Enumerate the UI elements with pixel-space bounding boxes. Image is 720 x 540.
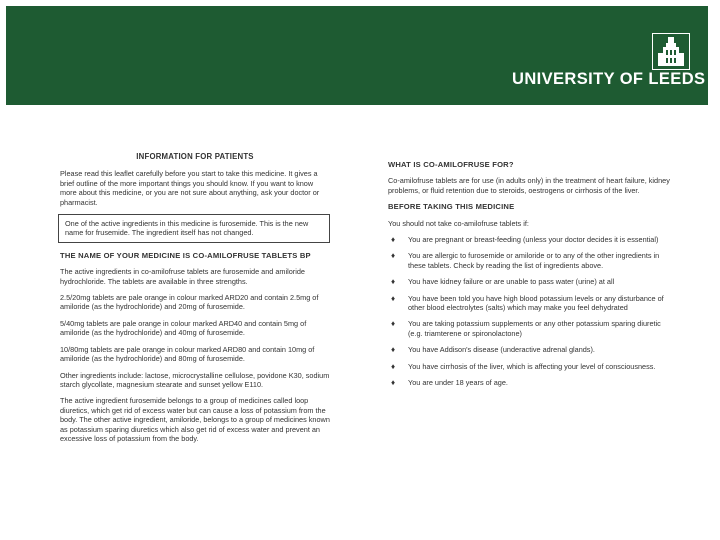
right-column [388,160,673,395]
list-item [388,319,673,338]
document-title: INFORMATION FOR PATIENTS [136,152,254,161]
body-paragraph: 2.5/20mg tablets are pale orange in colour marked ARD20 and contain 2.5mg of amiloride (as the hydrochloride) and 20mg of furosemide. [60,293,319,312]
diamond-bullet-icon: ♦ [391,235,396,245]
contraindication-list [388,235,673,387]
body-paragraph: The active ingredient furosemide belongs to a group of medicines called loop diuretics, which get rid of excess water but can cause a loss of potassium from the body. The other active ingredient, amiloride, belongs to a group of medicines known as potassium sparing diuretics which also get rid of excess water and prevent an excessive loss of potassium from the body. [60,396,330,443]
diamond-bullet-icon: ♦ [391,378,396,388]
list-item-text: You are allergic to furosemide or amiloride or to any of the other ingredients in these tablets. Check by reading the list of ingredients above. [408,251,660,270]
diamond-bullet-icon: ♦ [391,277,396,287]
list-item-text: You are taking potassium supplements or any other potassium sparing diuretic (e.g. triamterene or spironolactone) [408,319,661,338]
list-item [388,277,673,286]
body-paragraph: Other ingredients include: lactose, microcrystalline cellulose, povidone K30, sodium starch glycollate, magnesium stearate and sunset yellow E110. [60,370,330,389]
what-is-it-for-heading: WHAT IS CO-AMILOFRUSE FOR? [388,160,514,169]
header-banner [6,6,708,105]
list-item-text: You have been told you have high blood potassium levels or any disturbance of other blood electrolytes (salts) which may make you feel dehydrated [408,293,664,313]
diamond-bullet-icon: ♦ [391,293,396,303]
before-taking-intro: You should not take co-amilofruse tablets if: [388,218,529,228]
list-item-text: You have Addison's disease (underactive adrenal glands). [408,345,595,355]
list-item [388,251,673,270]
body-paragraph: 10/80mg tablets are pale orange in colour marked ARD80 and contain 10mg of amiloride (as the hydrochloride) and 80mg of furosemide. [60,344,315,364]
intro-paragraph: Please read this leaflet carefully before you start to take this medicine. It gives a brief outline of the more important things you should know. If you want to know more about this medicine, or you are not sure about anything, ask your doctor or pharmacist. [60,169,320,207]
list-item [388,294,673,313]
what-is-it-for-text: Co-amilofruse tablets are for use (in adults only) in the treatment of heart failure, kidney problems, or fluid retention due to steroids, oestrogens or cirrhosis of the liver. [388,176,670,195]
diamond-bullet-icon: ♦ [391,345,396,355]
list-item-text: You have cirrhosis of the liver, which is affecting your level of consciousness. [408,361,656,371]
medicine-name-heading: THE NAME OF YOUR MEDICINE IS CO-AMILOFRUSE TABLETS BP [60,250,311,260]
list-item-text: You are pregnant or breast-feeding (unless your doctor decides it is essential) [408,235,659,245]
list-item-text: You are under 18 years of age. [408,378,508,388]
body-paragraph: The active ingredients in co-amilofruse tablets are furosemide and amiloride hydrochloride. The tablets are available in three strengths. [60,267,305,286]
list-item [388,235,673,244]
university-tower-icon [652,33,690,70]
body-paragraph: 5/40mg tablets are pale orange in colour marked ARD40 and contain 5mg of amiloride (as the hydrochloride) and 40mg of furosemide. [60,318,307,338]
furosemide-note-box: One of the active ingredients in this medicine is furosemide. This is the new name for frusemide. The ingredient itself has not changed. [58,214,330,243]
diamond-bullet-icon: ♦ [391,251,396,261]
list-item [388,345,673,354]
left-column [60,152,330,450]
list-item [388,378,673,387]
list-item-text: You have kidney failure or are unable to pass water (urine) at all [408,277,615,287]
before-taking-heading: BEFORE TAKING THIS MEDICINE [388,202,515,212]
university-logo-text: UNIVERSITY OF LEEDS [512,70,706,88]
list-item [388,362,673,371]
diamond-bullet-icon: ♦ [391,361,396,371]
diamond-bullet-icon: ♦ [391,319,396,329]
